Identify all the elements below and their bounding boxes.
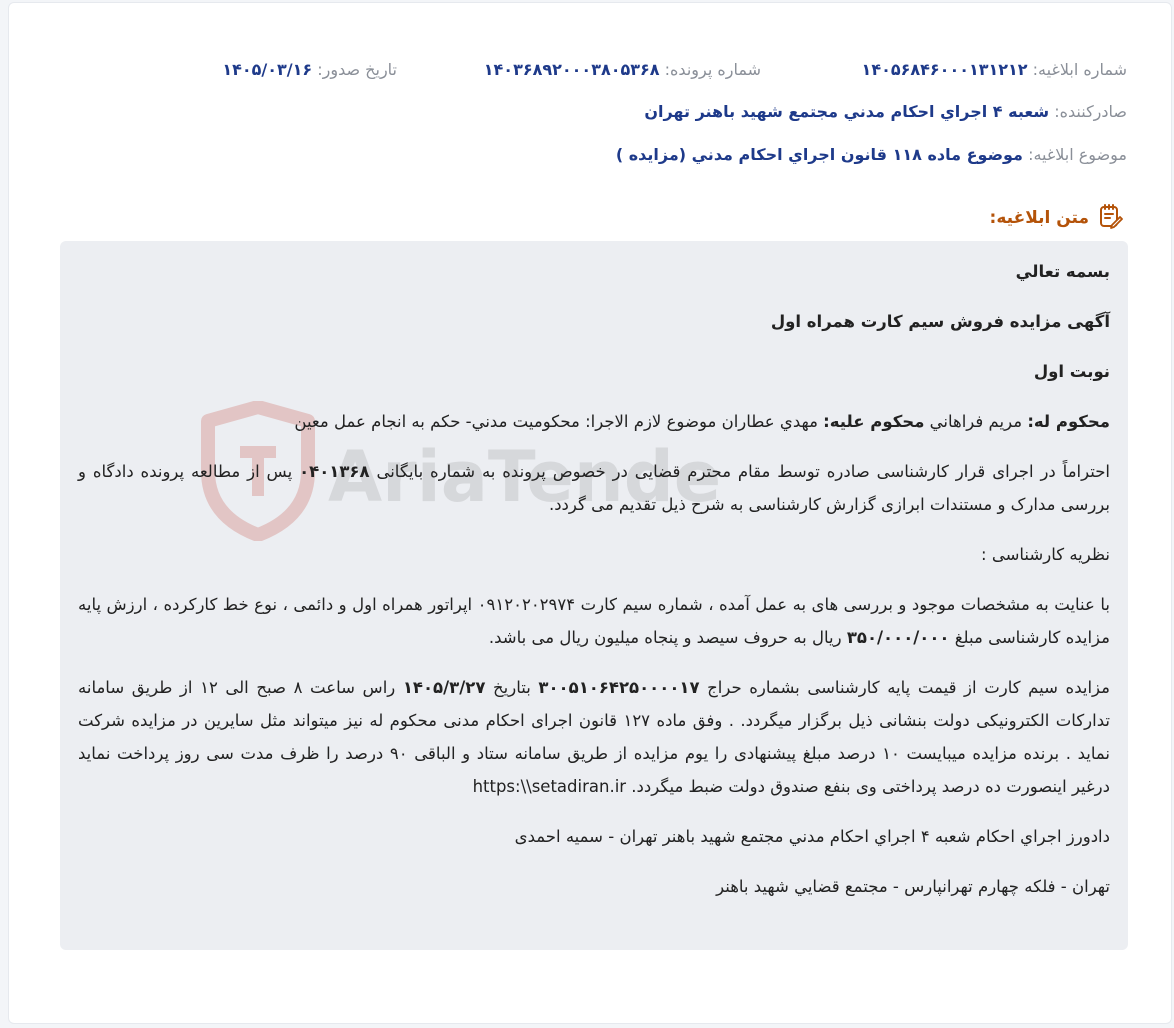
issuer-field bbox=[644, 102, 1127, 121]
paragraph-valuation: با عنایت به مشخصات موجود و بررسی های به عمل آمده ، شماره سیم کارت ۰۹۱۲۰۲۰۲۹۷۴ اپراتور همراه اول و دائمی ، نوع خط کارکرده ، ارزش پایه مزایده کارشناسی مبلغ ۳۵۰/۰۰۰/۰۰۰ ریال به حروف سیصد و پنجاه میلیون ریال می باشد. bbox=[78, 595, 1110, 647]
auction-number: ۳۰۰۵۱۰۶۴۲۵۰۰۰۰۱۷ bbox=[538, 678, 700, 697]
notice-content bbox=[78, 255, 1110, 903]
issue-date-field bbox=[222, 60, 397, 79]
notice-document-icon bbox=[1097, 203, 1123, 233]
issuer-label: صادرکننده: bbox=[1054, 102, 1127, 121]
notice-number-field bbox=[862, 60, 1127, 79]
parties-line bbox=[78, 405, 1110, 438]
expert-opinion-title: نظریه کارشناسی : bbox=[981, 545, 1110, 564]
heading-round: نوبت اول bbox=[1033, 362, 1110, 381]
issuer-value: شعبه ۴ اجراي احکام مدني مجتمع شهيد باهنر تهران bbox=[644, 102, 1050, 121]
address-line: تهران - فلکه چهارم تهرانپارس - مجتمع قضايي شهيد باهنر bbox=[716, 877, 1110, 896]
archive-number: ۰۴۰۱۳۶۸ bbox=[299, 462, 370, 481]
base-price: ۳۵۰/۰۰۰/۰۰۰ bbox=[846, 628, 950, 647]
notice-number-label: شماره ابلاغيه: bbox=[1032, 60, 1127, 79]
paragraph-intro: احتراماً در اجرای قرار کارشناسی صادره توسط مقام محترم قضایی در خصوص پرونده به شماره بایگانی ۰۴۰۱۳۶۸ پس از مطالعه پرونده دادگاه و بررسی مدارک و مستندات ابرازی گزارش کارشناسی به شرح ذیل تقدیم می گردد. bbox=[78, 462, 1110, 514]
notice-body bbox=[60, 241, 1128, 950]
heading-auction-title: آگهی مزایده فروش سیم کارت همراه اول bbox=[770, 312, 1110, 331]
notice-text-label: متن ابلاغيه: bbox=[989, 208, 1089, 228]
case-number-value: ۱۴۰۳۶۸۹۲۰۰۰۳۸۰۵۳۶۸ bbox=[483, 60, 660, 79]
subject-label: موضوع ابلاغيه: bbox=[1028, 145, 1127, 164]
signature-line: دادورز اجراي احکام شعبه ۴ اجراي احکام مدني مجتمع شهيد باهنر تهران - سميه احمدی bbox=[514, 827, 1110, 846]
notice-number-value: ۱۴۰۵۶۸۴۶۰۰۰۱۳۱۲۱۲ bbox=[861, 60, 1028, 79]
subject-value: موضوع ماده ۱۱۸ قانون اجراي احکام مدني (مزايده ) bbox=[615, 145, 1023, 164]
paragraph-auction: مزایده سیم کارت از قیمت پایه کارشناسی بشماره حراج ۳۰۰۵۱۰۶۴۲۵۰۰۰۰۱۷ بتاریخ ۱۴۰۵/۳/۲۷ راس ساعت ۸ صبح الی ۱۲ از طریق سامانه تدارکات الکترونیکی دولت بنشانی ذیل برگزار میگردد. . وفق ماده ۱۲۷ قانون اجرای احکام مدنی محکوم له نیز میتواند مثل سایرین در مزایده شرکت نماید . برنده مزایده میبایست ۱۰ درصد مبلغ پیشنهادی را یوم مزایده از طریق سامانه ستاد و الباقی ۹۰ درصد را ظرف مدت سی روز پرداخت نماید درغیر اینصورت ده درصد پرداختی وی بنفع صندوق دولت ضبط میگردد. https:\\setadiran.ir bbox=[78, 678, 1110, 796]
notice-card bbox=[8, 2, 1172, 1024]
against-value: مهدي عطاران موضوع لازم الاجرا: محکوميت مدني- حکم به انجام عمل معين bbox=[294, 412, 824, 431]
notice-text-title bbox=[990, 203, 1123, 233]
against-label: محکوم عليه: bbox=[823, 412, 925, 431]
case-number-field bbox=[484, 60, 761, 79]
heading-basmala: بسمه تعالي bbox=[1015, 262, 1110, 281]
convict-label: محکوم له: bbox=[1027, 412, 1110, 431]
issue-date-value: ۱۴۰۵/۰۳/۱۶ bbox=[222, 60, 313, 79]
issue-date-label: تاریخ صدور: bbox=[317, 60, 397, 79]
setadiran-url: https:\\setadiran.ir bbox=[472, 777, 627, 796]
watermark-text: AriaTende bbox=[328, 436, 718, 518]
auction-date: ۱۴۰۵/۳/۲۷ bbox=[402, 678, 486, 697]
convict-value: مريم فراهاني bbox=[924, 412, 1028, 431]
subject-field bbox=[616, 145, 1127, 164]
case-number-label: شماره پرونده: bbox=[664, 60, 761, 79]
